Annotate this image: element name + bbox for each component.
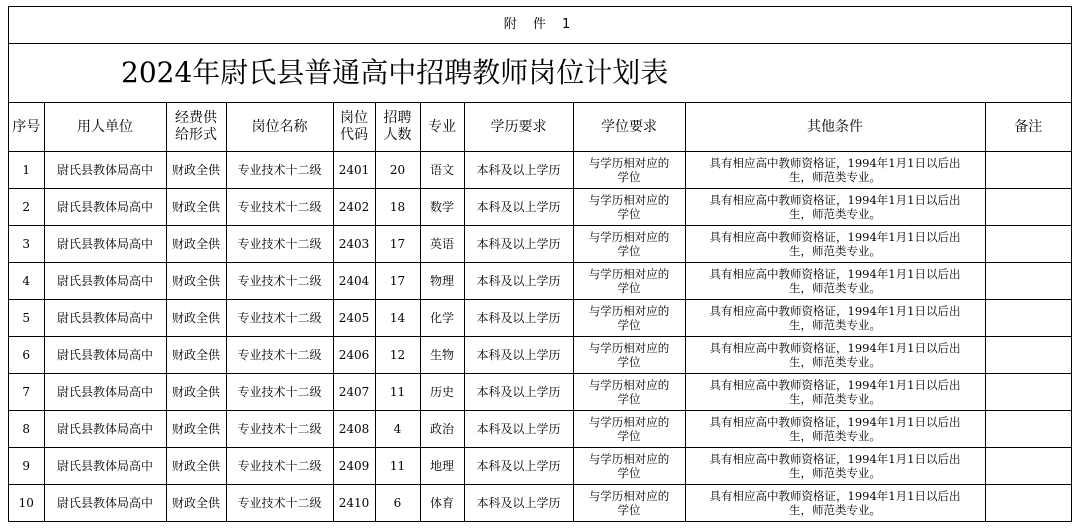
cell-degree-line1: 与学历相对应的 — [588, 341, 670, 355]
header-other: 其他条件 — [685, 103, 985, 152]
cell-seq: 3 — [9, 226, 44, 263]
cell-funding: 财政全供 — [166, 337, 226, 374]
cell-degree-line2: 学位 — [617, 318, 641, 332]
header-seq: 序号 — [9, 103, 44, 152]
cell-funding: 财政全供 — [166, 485, 226, 522]
cell-other-line1: 具有相应高中教师资格证，1994年1月1日以后出 — [709, 193, 961, 207]
cell-post: 专业技术十二级 — [226, 263, 333, 300]
cell-remarks — [985, 374, 1071, 411]
cell-remarks — [985, 448, 1071, 485]
cell-other-line1: 具有相应高中教师资格证，1994年1月1日以后出 — [709, 452, 961, 466]
cell-count: 4 — [375, 411, 420, 448]
cell-post: 专业技术十二级 — [226, 337, 333, 374]
header-unit: 用人单位 — [44, 103, 166, 152]
cell-subject: 生物 — [420, 337, 464, 374]
cell-subject: 体育 — [420, 485, 464, 522]
cell-degree — [573, 189, 685, 226]
cell-funding: 财政全供 — [166, 152, 226, 189]
cell-degree-line2: 学位 — [617, 170, 641, 184]
cell-other — [685, 485, 985, 522]
cell-remarks — [985, 263, 1071, 300]
cell-other — [685, 300, 985, 337]
cell-unit: 尉氏县教体局高中 — [44, 411, 166, 448]
cell-other — [685, 337, 985, 374]
cell-post: 专业技术十二级 — [226, 189, 333, 226]
cell-other — [685, 189, 985, 226]
cell-seq: 8 — [9, 411, 44, 448]
cell-degree-line2: 学位 — [617, 207, 641, 221]
cell-remarks — [985, 485, 1071, 522]
cell-unit: 尉氏县教体局高中 — [44, 189, 166, 226]
cell-education: 本科及以上学历 — [464, 448, 573, 485]
cell-other-line1: 具有相应高中教师资格证，1994年1月1日以后出 — [709, 378, 961, 392]
table-row — [9, 189, 1071, 226]
cell-other-line1: 具有相应高中教师资格证，1994年1月1日以后出 — [709, 304, 961, 318]
cell-subject: 化学 — [420, 300, 464, 337]
cell-count: 11 — [375, 448, 420, 485]
cell-count: 20 — [375, 152, 420, 189]
cell-seq: 7 — [9, 374, 44, 411]
cell-unit: 尉氏县教体局高中 — [44, 152, 166, 189]
cell-subject: 英语 — [420, 226, 464, 263]
cell-other-line2: 生，师范类专业。 — [789, 318, 881, 332]
cell-degree-line1: 与学历相对应的 — [588, 378, 670, 392]
cell-education: 本科及以上学历 — [464, 189, 573, 226]
cell-unit: 尉氏县教体局高中 — [44, 263, 166, 300]
cell-subject: 政治 — [420, 411, 464, 448]
cell-code: 2403 — [333, 226, 375, 263]
cell-funding: 财政全供 — [166, 374, 226, 411]
cell-code: 2402 — [333, 189, 375, 226]
cell-education: 本科及以上学历 — [464, 485, 573, 522]
cell-seq: 2 — [9, 189, 44, 226]
cell-degree — [573, 226, 685, 263]
cell-degree-line1: 与学历相对应的 — [588, 452, 670, 466]
header-funding — [166, 103, 226, 152]
cell-unit: 尉氏县教体局高中 — [44, 485, 166, 522]
cell-subject: 物理 — [420, 263, 464, 300]
recruitment-plan-sheet — [8, 6, 1072, 522]
cell-degree-line2: 学位 — [617, 466, 641, 480]
cell-education: 本科及以上学历 — [464, 152, 573, 189]
cell-seq: 9 — [9, 448, 44, 485]
cell-post: 专业技术十二级 — [226, 226, 333, 263]
cell-education: 本科及以上学历 — [464, 411, 573, 448]
header-degree: 学位要求 — [573, 103, 685, 152]
cell-education: 本科及以上学历 — [464, 300, 573, 337]
cell-post: 专业技术十二级 — [226, 448, 333, 485]
cell-education: 本科及以上学历 — [464, 263, 573, 300]
cell-remarks — [985, 337, 1071, 374]
cell-degree-line1: 与学历相对应的 — [588, 415, 670, 429]
cell-other — [685, 263, 985, 300]
cell-code: 2404 — [333, 263, 375, 300]
cell-degree-line1: 与学历相对应的 — [588, 267, 670, 281]
cell-other — [685, 411, 985, 448]
cell-count: 6 — [375, 485, 420, 522]
cell-education: 本科及以上学历 — [464, 374, 573, 411]
header-remarks: 备注 — [985, 103, 1071, 152]
cell-post: 专业技术十二级 — [226, 485, 333, 522]
cell-funding: 财政全供 — [166, 189, 226, 226]
cell-degree — [573, 374, 685, 411]
header-education: 学历要求 — [464, 103, 573, 152]
cell-other-line2: 生，师范类专业。 — [789, 355, 881, 369]
cell-code: 2405 — [333, 300, 375, 337]
cell-remarks — [985, 152, 1071, 189]
table-row — [9, 485, 1071, 522]
cell-other-line2: 生，师范类专业。 — [789, 170, 881, 184]
cell-funding: 财政全供 — [166, 448, 226, 485]
cell-count: 12 — [375, 337, 420, 374]
cell-degree — [573, 300, 685, 337]
table-row — [9, 300, 1071, 337]
cell-subject: 地理 — [420, 448, 464, 485]
cell-degree — [573, 337, 685, 374]
cell-remarks — [985, 411, 1071, 448]
cell-other-line1: 具有相应高中教师资格证，1994年1月1日以后出 — [709, 415, 961, 429]
header-count-line2: 人数 — [383, 127, 412, 143]
cell-degree-line1: 与学历相对应的 — [588, 230, 670, 244]
cell-post: 专业技术十二级 — [226, 300, 333, 337]
cell-degree — [573, 448, 685, 485]
header-funding-line2: 给形式 — [175, 127, 217, 143]
cell-code: 2401 — [333, 152, 375, 189]
cell-seq: 6 — [9, 337, 44, 374]
cell-post: 专业技术十二级 — [226, 152, 333, 189]
cell-unit: 尉氏县教体局高中 — [44, 337, 166, 374]
table-row — [9, 374, 1071, 411]
cell-post: 专业技术十二级 — [226, 374, 333, 411]
attachment-label: 附 件 1 — [9, 7, 1071, 44]
header-code-line1: 岗位 — [340, 110, 368, 126]
cell-code: 2410 — [333, 485, 375, 522]
header-count-line1: 招聘 — [383, 110, 412, 126]
cell-count: 11 — [375, 374, 420, 411]
table-row — [9, 411, 1071, 448]
table-row — [9, 263, 1071, 300]
cell-count: 17 — [375, 263, 420, 300]
cell-degree-line2: 学位 — [617, 281, 641, 295]
table-header-row — [9, 103, 1071, 152]
recruitment-table — [9, 103, 1071, 521]
cell-degree — [573, 485, 685, 522]
cell-seq: 10 — [9, 485, 44, 522]
cell-degree — [573, 152, 685, 189]
cell-funding: 财政全供 — [166, 226, 226, 263]
cell-other-line1: 具有相应高中教师资格证，1994年1月1日以后出 — [709, 489, 961, 503]
cell-seq: 1 — [9, 152, 44, 189]
cell-other-line2: 生，师范类专业。 — [789, 466, 881, 480]
cell-other — [685, 226, 985, 263]
cell-funding: 财政全供 — [166, 263, 226, 300]
cell-remarks — [985, 226, 1071, 263]
cell-degree-line1: 与学历相对应的 — [588, 156, 670, 170]
cell-remarks — [985, 189, 1071, 226]
cell-degree — [573, 263, 685, 300]
table-row — [9, 226, 1071, 263]
cell-degree-line2: 学位 — [617, 355, 641, 369]
cell-degree-line2: 学位 — [617, 429, 641, 443]
cell-other-line2: 生，师范类专业。 — [789, 207, 881, 221]
cell-post: 专业技术十二级 — [226, 411, 333, 448]
cell-unit: 尉氏县教体局高中 — [44, 374, 166, 411]
cell-degree-line1: 与学历相对应的 — [588, 193, 670, 207]
page-title: 2024年尉氏县普通高中招聘教师岗位计划表 — [9, 44, 1071, 103]
cell-unit: 尉氏县教体局高中 — [44, 448, 166, 485]
cell-education: 本科及以上学历 — [464, 226, 573, 263]
cell-other-line1: 具有相应高中教师资格证，1994年1月1日以后出 — [709, 341, 961, 355]
cell-degree-line2: 学位 — [617, 503, 641, 517]
cell-subject: 数学 — [420, 189, 464, 226]
cell-funding: 财政全供 — [166, 300, 226, 337]
cell-degree-line2: 学位 — [617, 244, 641, 258]
cell-funding: 财政全供 — [166, 411, 226, 448]
cell-other — [685, 152, 985, 189]
cell-code: 2407 — [333, 374, 375, 411]
header-count — [375, 103, 420, 152]
table-row — [9, 448, 1071, 485]
cell-other-line1: 具有相应高中教师资格证，1994年1月1日以后出 — [709, 230, 961, 244]
header-subject: 专业 — [420, 103, 464, 152]
cell-other-line2: 生，师范类专业。 — [789, 281, 881, 295]
table-row — [9, 337, 1071, 374]
cell-count: 18 — [375, 189, 420, 226]
cell-other — [685, 448, 985, 485]
cell-unit: 尉氏县教体局高中 — [44, 300, 166, 337]
header-code-line2: 代码 — [340, 127, 368, 143]
header-code — [333, 103, 375, 152]
cell-unit: 尉氏县教体局高中 — [44, 226, 166, 263]
cell-other — [685, 374, 985, 411]
cell-other-line2: 生，师范类专业。 — [789, 392, 881, 406]
table-row — [9, 152, 1071, 189]
cell-subject: 语文 — [420, 152, 464, 189]
cell-remarks — [985, 300, 1071, 337]
cell-code: 2408 — [333, 411, 375, 448]
cell-seq: 4 — [9, 263, 44, 300]
cell-code: 2409 — [333, 448, 375, 485]
cell-other-line2: 生，师范类专业。 — [789, 244, 881, 258]
header-funding-line1: 经费供 — [175, 110, 217, 126]
cell-other-line2: 生，师范类专业。 — [789, 503, 881, 517]
cell-other-line1: 具有相应高中教师资格证，1994年1月1日以后出 — [709, 267, 961, 281]
cell-degree — [573, 411, 685, 448]
cell-education: 本科及以上学历 — [464, 337, 573, 374]
cell-degree-line2: 学位 — [617, 392, 641, 406]
cell-code: 2406 — [333, 337, 375, 374]
cell-other-line1: 具有相应高中教师资格证，1994年1月1日以后出 — [709, 156, 961, 170]
header-post: 岗位名称 — [226, 103, 333, 152]
cell-seq: 5 — [9, 300, 44, 337]
cell-count: 17 — [375, 226, 420, 263]
cell-count: 14 — [375, 300, 420, 337]
cell-degree-line1: 与学历相对应的 — [588, 489, 670, 503]
cell-other-line2: 生，师范类专业。 — [789, 429, 881, 443]
cell-degree-line1: 与学历相对应的 — [588, 304, 670, 318]
cell-subject: 历史 — [420, 374, 464, 411]
